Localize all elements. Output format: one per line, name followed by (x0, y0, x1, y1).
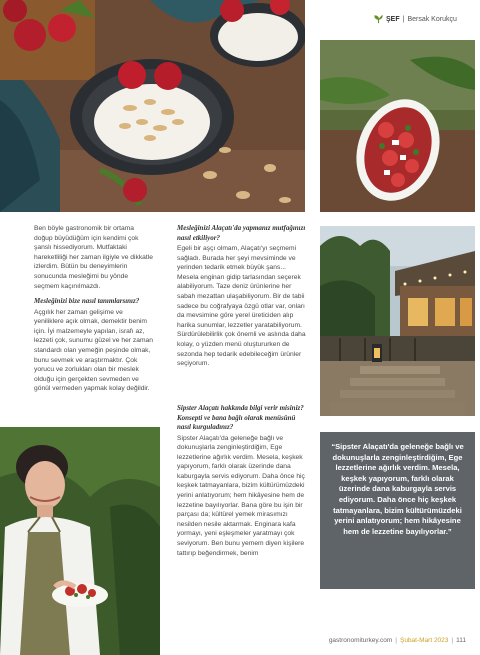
author-name: Bersak Korukçu (407, 16, 457, 23)
interview-question-2: Mesleğinizi Alaçatı'da yapmanız mutfağınızı nasıl etkiliyor? (177, 224, 306, 242)
article-column-1 (34, 224, 154, 400)
section-header (374, 15, 457, 24)
interview-question-3: Sipster Alaçatı hakkında bilgi verir misiniz? Konsepti ve bana bağlı olarak menüsünü nasıl kurguladınız? (177, 404, 304, 431)
article-column-2 (177, 224, 307, 375)
article-column-2-continued (177, 404, 307, 564)
footer-issue: Şubat-Mart 2023 (399, 637, 449, 644)
intro-paragraph: Ben böyle gastronomik bir ortama doğup büyüdüğüm için kendimi çok şanslı hissediyorum. Mutfaktaki hareketliliği her zaman ilgiyle ve dikkatle izlerdim. Bütün bu deneyimlerin sonucunda mesleğimi bu yönde seçmem kaçınılmazdı. (34, 225, 153, 290)
page-footer (329, 637, 466, 644)
interview-answer-1: Açgılık her zaman gelişime ve yeniliklere açık olmak, demektir benim için. İyi malzemeyle yapılan, israfı az, lezzeti çok, sunumu güzel ve her zaman standardı olan yemeğin peşinde olmak, bunu sevmek ve araştırmaktır. Çok yorucu ve zorlukları olan bir meslek olduğu için gerçekten sevmeden ve gönül vermeden yapmak kolay değildir. (34, 308, 153, 393)
dessert-photo (0, 0, 305, 212)
interview-question-1: Mesleğinizi bize nasıl tanımlarsınız? (34, 297, 140, 306)
interview-answer-3: Sipster Alaçatı'da geleneğe bağlı ve dokunuşlarla zenginleştirdiğim, Ege lezzetlerine ağırlık verdim. Mesela, keşkek yapıyorum, farklı olarak üzerinde dana kaburgayla servis ediyorum. Daha önce hiç keşkek tatmayanlara, bizim kültürümüzdeki yerini anlatıyorum; hem hikâyesine hem de lezzetine bayılıyorlar. Bana göre bu işin bir parçası da; kültürel yemek mirasımızı nesilden nesile aktarmak. Enginara kafa yormayı, yeni eşleşmeler yaratmayı çok seviyorum. Ben bunu yemem diyen kişilere tattırıp beğendirmek, benim (177, 434, 305, 557)
section-label: ŞEF (386, 16, 400, 23)
footer-separator: | (451, 637, 454, 644)
header-separator: | (402, 16, 405, 23)
interview-answer-2: Egeli bir aşçı olmam, Alaçatı'yı seçmemi sağladı. Burada her şeyi mevsiminde ve yerinden tedarik etmek büyük şans... Mesela enginarı gidip tarlasından seçerek alabiliyorum. Taze deniz ürünlerine her sabah mezattan ulaşabiliyorum. Bir de tabii sadece bu coğrafyaya özgü otlar var, onları da mevsimine göre yerel üreticiden alıp harika sunumlar, lezzetler yaratabiliyorum. Sürdürülebilirlik çok önemli ve aslında daha kolay, o yüzden menü oluştururken de sezonda hep tedarik edebileceğim ürünler seçiyorum. (177, 245, 306, 368)
page-number: 111 (456, 637, 466, 644)
salad-photo (320, 40, 475, 212)
restaurant-photo (320, 226, 475, 416)
pull-quote: “Sipster Alaçatı'da geleneğe bağlı ve dokunuşlarla zenginleştirdiğim, Ege lezzetlerine ağırlık verdim. Mesela, keşkek yapıyorum, farklı olarak üzerinde dana kaburgayla servis ediyorum. Daha önce hiç keşkek tatmayanlara, bizim kültürümüzdeki yerini anlatıyorum; hem hikâyesine hem de lezzetine bayılıyorlar.” (320, 432, 475, 589)
chef-portrait-photo (0, 427, 160, 655)
leaf-icon (374, 15, 383, 24)
footer-separator: | (395, 637, 397, 644)
footer-site: gastronomiturkey.com (328, 637, 393, 644)
